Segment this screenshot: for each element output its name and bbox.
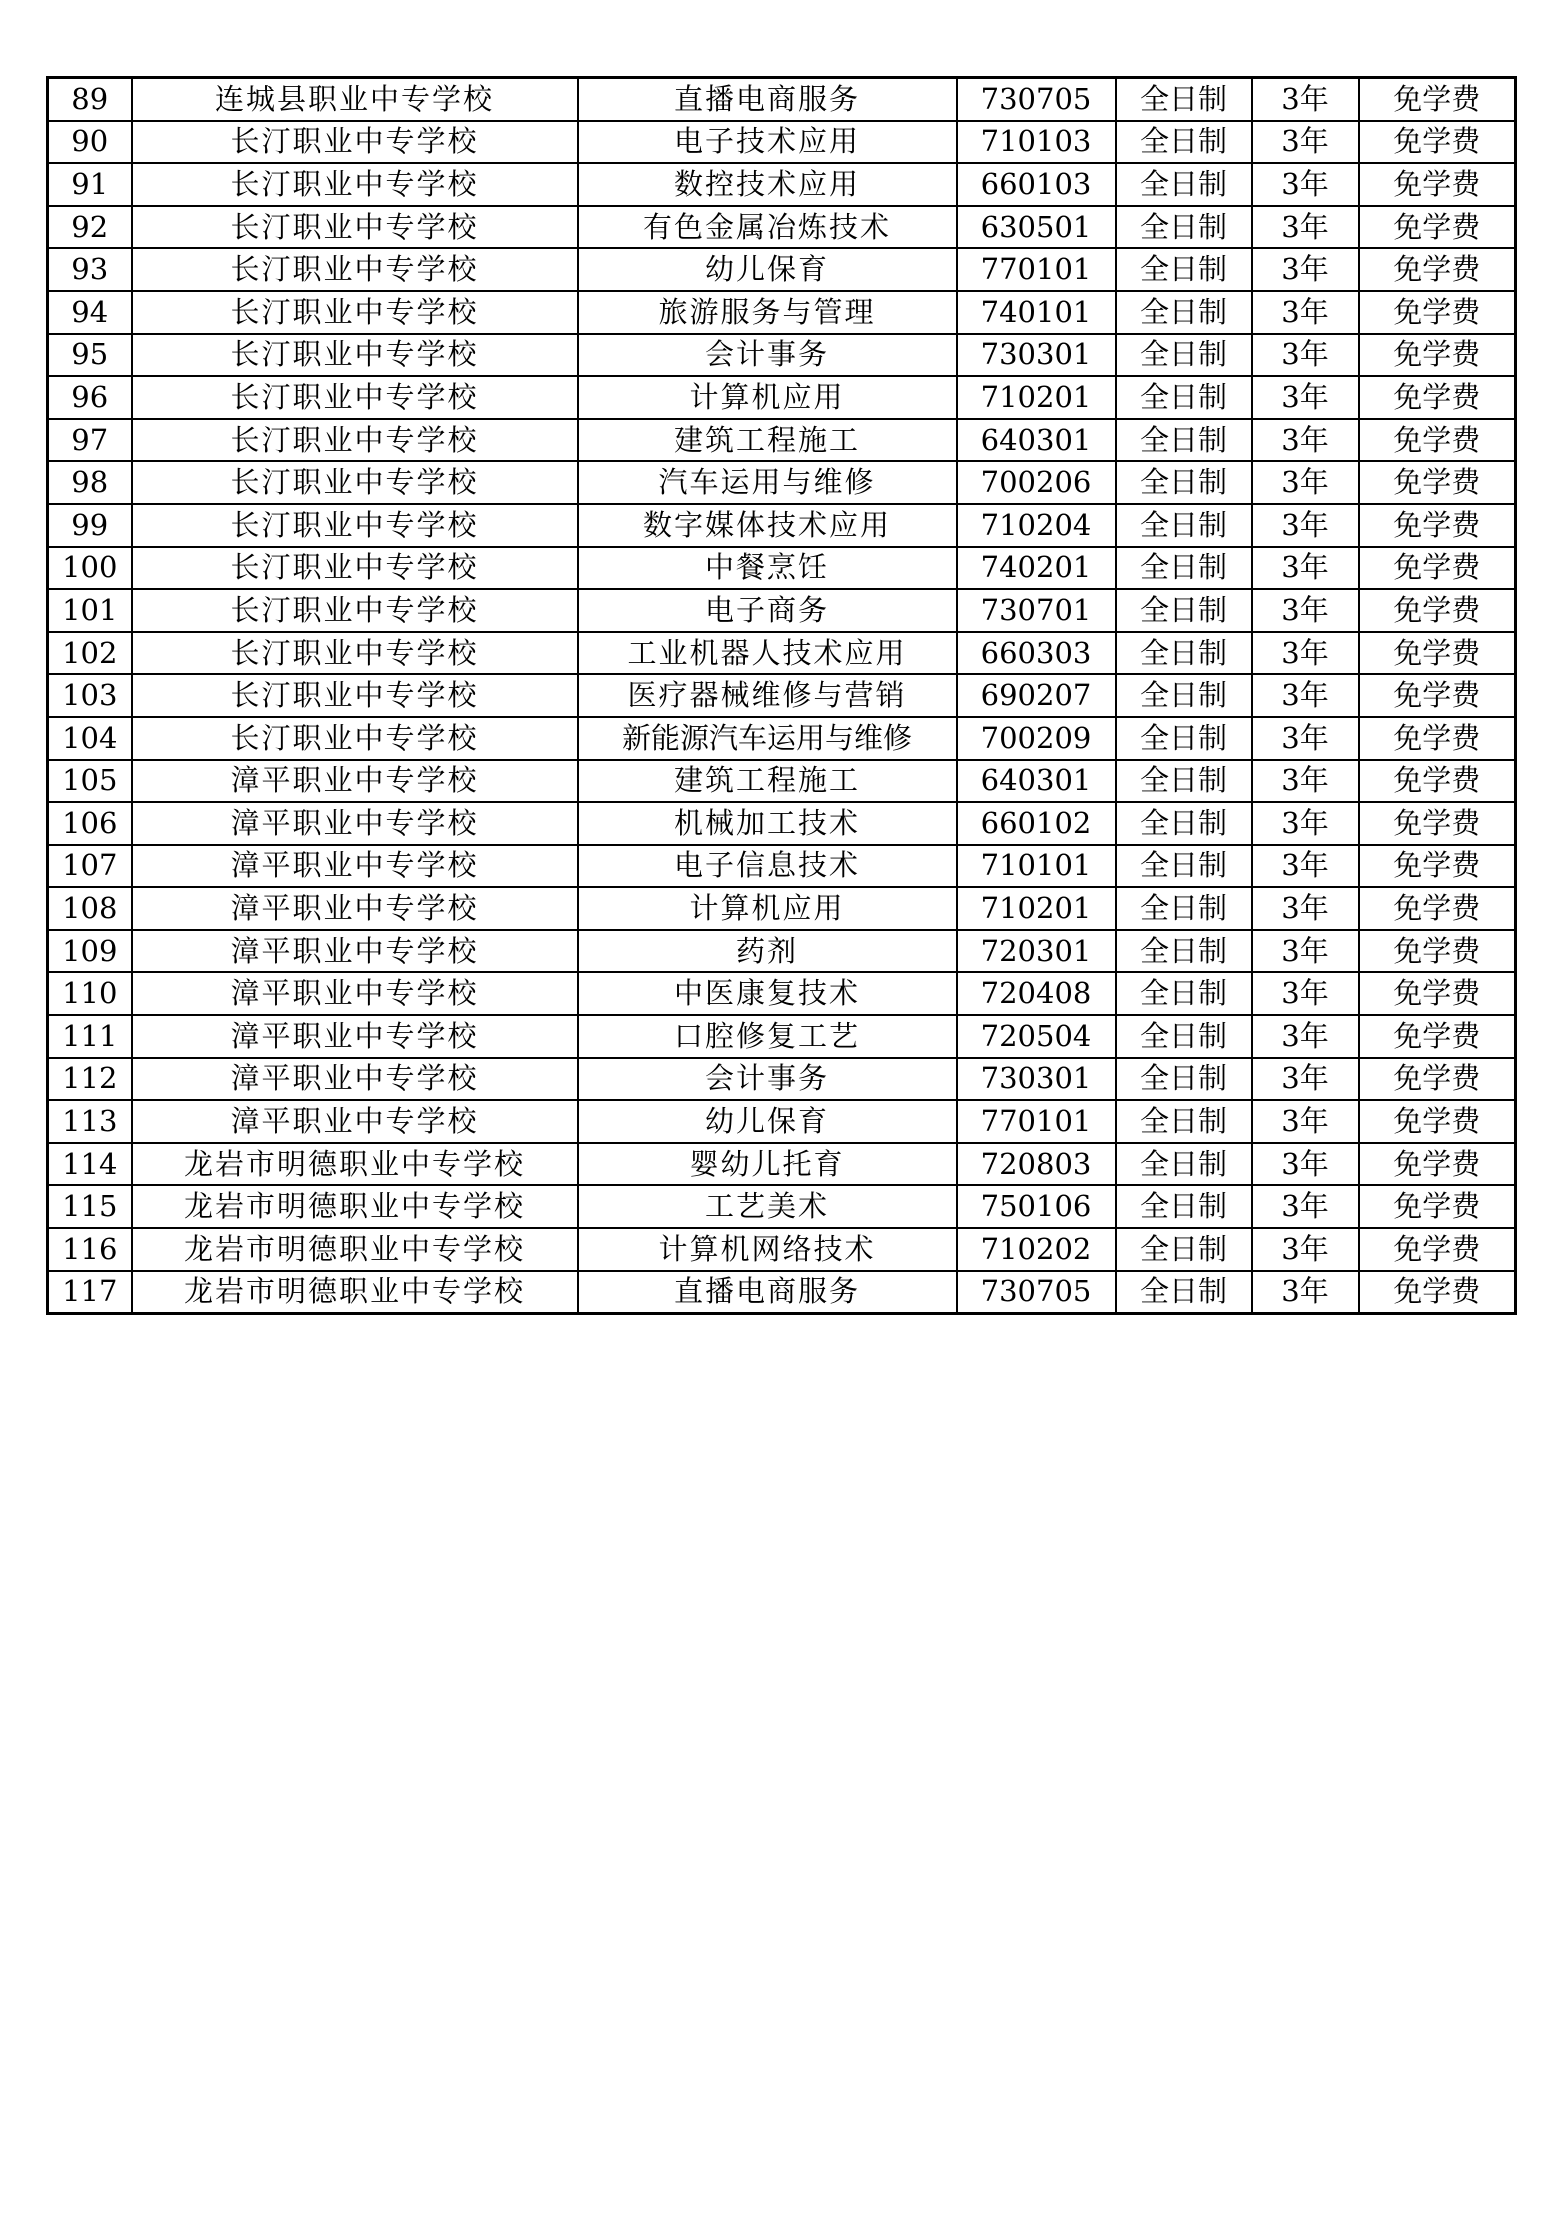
duration-cell: 3年 <box>1252 78 1359 121</box>
row-number-cell: 108 <box>48 887 132 930</box>
study-mode-cell: 全日制 <box>1116 1058 1252 1101</box>
tuition-cell: 免学费 <box>1359 78 1516 121</box>
major-name-cell: 幼儿保育 <box>578 248 957 291</box>
study-mode-cell: 全日制 <box>1116 845 1252 888</box>
tuition-cell: 免学费 <box>1359 419 1516 462</box>
tuition-cell: 免学费 <box>1359 1143 1516 1186</box>
study-mode-cell: 全日制 <box>1116 1185 1252 1228</box>
tuition-cell: 免学费 <box>1359 334 1516 377</box>
duration-cell: 3年 <box>1252 1100 1359 1143</box>
row-number-cell: 109 <box>48 930 132 973</box>
row-number-cell: 110 <box>48 972 132 1015</box>
school-name-cell: 长汀职业中专学校 <box>132 419 578 462</box>
major-name-cell: 会计事务 <box>578 334 957 377</box>
row-number-cell: 90 <box>48 121 132 164</box>
school-name-cell: 漳平职业中专学校 <box>132 760 578 803</box>
major-code-cell: 660303 <box>957 632 1116 675</box>
duration-cell: 3年 <box>1252 845 1359 888</box>
major-name-cell: 计算机网络技术 <box>578 1228 957 1271</box>
duration-cell: 3年 <box>1252 248 1359 291</box>
major-name-cell: 数字媒体技术应用 <box>578 504 957 547</box>
major-code-cell: 690207 <box>957 674 1116 717</box>
table-row <box>48 291 1516 334</box>
table-row <box>48 206 1516 249</box>
major-name-cell: 计算机应用 <box>578 376 957 419</box>
tuition-cell: 免学费 <box>1359 1015 1516 1058</box>
table-row <box>48 1015 1516 1058</box>
school-name-cell: 连城县职业中专学校 <box>132 78 578 121</box>
duration-cell: 3年 <box>1252 802 1359 845</box>
school-name-cell: 龙岩市明德职业中专学校 <box>132 1143 578 1186</box>
school-name-cell: 长汀职业中专学校 <box>132 334 578 377</box>
table-row <box>48 461 1516 504</box>
study-mode-cell: 全日制 <box>1116 1228 1252 1271</box>
major-name-cell: 计算机应用 <box>578 887 957 930</box>
duration-cell: 3年 <box>1252 887 1359 930</box>
major-code-cell: 720504 <box>957 1015 1116 1058</box>
school-name-cell: 漳平职业中专学校 <box>132 802 578 845</box>
table-row <box>48 589 1516 632</box>
school-name-cell: 长汀职业中专学校 <box>132 248 578 291</box>
school-name-cell: 漳平职业中专学校 <box>132 972 578 1015</box>
table-body <box>48 78 1516 1314</box>
study-mode-cell: 全日制 <box>1116 887 1252 930</box>
study-mode-cell: 全日制 <box>1116 717 1252 760</box>
major-code-cell: 730701 <box>957 589 1116 632</box>
major-code-cell: 730705 <box>957 78 1116 121</box>
study-mode-cell: 全日制 <box>1116 376 1252 419</box>
major-code-cell: 710201 <box>957 887 1116 930</box>
row-number-cell: 98 <box>48 461 132 504</box>
row-number-cell: 113 <box>48 1100 132 1143</box>
major-name-cell: 婴幼儿托育 <box>578 1143 957 1186</box>
tuition-cell: 免学费 <box>1359 121 1516 164</box>
school-name-cell: 长汀职业中专学校 <box>132 632 578 675</box>
table-row <box>48 376 1516 419</box>
duration-cell: 3年 <box>1252 674 1359 717</box>
tuition-cell: 免学费 <box>1359 760 1516 803</box>
table-row <box>48 717 1516 760</box>
table-row <box>48 674 1516 717</box>
tuition-cell: 免学费 <box>1359 589 1516 632</box>
major-name-cell: 中餐烹饪 <box>578 547 957 590</box>
row-number-cell: 107 <box>48 845 132 888</box>
tuition-cell: 免学费 <box>1359 802 1516 845</box>
school-name-cell: 长汀职业中专学校 <box>132 717 578 760</box>
major-name-cell: 电子商务 <box>578 589 957 632</box>
major-name-cell: 汽车运用与维修 <box>578 461 957 504</box>
tuition-cell: 免学费 <box>1359 674 1516 717</box>
major-code-cell: 640301 <box>957 419 1116 462</box>
duration-cell: 3年 <box>1252 419 1359 462</box>
study-mode-cell: 全日制 <box>1116 334 1252 377</box>
row-number-cell: 92 <box>48 206 132 249</box>
study-mode-cell: 全日制 <box>1116 802 1252 845</box>
duration-cell: 3年 <box>1252 334 1359 377</box>
tuition-cell: 免学费 <box>1359 1100 1516 1143</box>
row-number-cell: 111 <box>48 1015 132 1058</box>
major-name-cell: 口腔修复工艺 <box>578 1015 957 1058</box>
tuition-cell: 免学费 <box>1359 461 1516 504</box>
major-name-cell: 直播电商服务 <box>578 78 957 121</box>
major-code-cell: 740201 <box>957 547 1116 590</box>
school-name-cell: 长汀职业中专学校 <box>132 206 578 249</box>
study-mode-cell: 全日制 <box>1116 972 1252 1015</box>
major-name-cell: 新能源汽车运用与维修 <box>578 717 957 760</box>
tuition-cell: 免学费 <box>1359 1058 1516 1101</box>
enrollment-table <box>46 76 1517 1315</box>
row-number-cell: 96 <box>48 376 132 419</box>
tuition-cell: 免学费 <box>1359 504 1516 547</box>
school-name-cell: 长汀职业中专学校 <box>132 674 578 717</box>
table-row <box>48 547 1516 590</box>
row-number-cell: 89 <box>48 78 132 121</box>
tuition-cell: 免学费 <box>1359 206 1516 249</box>
table-row <box>48 78 1516 121</box>
tuition-cell: 免学费 <box>1359 547 1516 590</box>
study-mode-cell: 全日制 <box>1116 419 1252 462</box>
row-number-cell: 94 <box>48 291 132 334</box>
major-code-cell: 710103 <box>957 121 1116 164</box>
major-code-cell: 720301 <box>957 930 1116 973</box>
school-name-cell: 漳平职业中专学校 <box>132 887 578 930</box>
row-number-cell: 112 <box>48 1058 132 1101</box>
table-row <box>48 887 1516 930</box>
table-row <box>48 1228 1516 1271</box>
study-mode-cell: 全日制 <box>1116 291 1252 334</box>
table-row <box>48 972 1516 1015</box>
school-name-cell: 漳平职业中专学校 <box>132 1100 578 1143</box>
major-name-cell: 药剂 <box>578 930 957 973</box>
tuition-cell: 免学费 <box>1359 930 1516 973</box>
study-mode-cell: 全日制 <box>1116 121 1252 164</box>
school-name-cell: 漳平职业中专学校 <box>132 1015 578 1058</box>
duration-cell: 3年 <box>1252 376 1359 419</box>
major-code-cell: 700209 <box>957 717 1116 760</box>
study-mode-cell: 全日制 <box>1116 760 1252 803</box>
major-code-cell: 710201 <box>957 376 1116 419</box>
row-number-cell: 115 <box>48 1185 132 1228</box>
school-name-cell: 长汀职业中专学校 <box>132 547 578 590</box>
tuition-cell: 免学费 <box>1359 972 1516 1015</box>
major-name-cell: 数控技术应用 <box>578 163 957 206</box>
major-code-cell: 710202 <box>957 1228 1116 1271</box>
major-code-cell: 710204 <box>957 504 1116 547</box>
duration-cell: 3年 <box>1252 1271 1359 1314</box>
major-name-cell: 直播电商服务 <box>578 1271 957 1314</box>
row-number-cell: 104 <box>48 717 132 760</box>
row-number-cell: 97 <box>48 419 132 462</box>
major-code-cell: 710101 <box>957 845 1116 888</box>
duration-cell: 3年 <box>1252 717 1359 760</box>
school-name-cell: 漳平职业中专学校 <box>132 845 578 888</box>
duration-cell: 3年 <box>1252 1015 1359 1058</box>
table-row <box>48 1058 1516 1101</box>
table-row <box>48 1100 1516 1143</box>
major-code-cell: 700206 <box>957 461 1116 504</box>
major-code-cell: 660102 <box>957 802 1116 845</box>
major-code-cell: 640301 <box>957 760 1116 803</box>
school-name-cell: 漳平职业中专学校 <box>132 930 578 973</box>
study-mode-cell: 全日制 <box>1116 1271 1252 1314</box>
duration-cell: 3年 <box>1252 930 1359 973</box>
table-row <box>48 163 1516 206</box>
duration-cell: 3年 <box>1252 1185 1359 1228</box>
row-number-cell: 91 <box>48 163 132 206</box>
table-row <box>48 1185 1516 1228</box>
major-code-cell: 660103 <box>957 163 1116 206</box>
major-name-cell: 会计事务 <box>578 1058 957 1101</box>
major-name-cell: 有色金属冶炼技术 <box>578 206 957 249</box>
duration-cell: 3年 <box>1252 972 1359 1015</box>
tuition-cell: 免学费 <box>1359 291 1516 334</box>
study-mode-cell: 全日制 <box>1116 547 1252 590</box>
duration-cell: 3年 <box>1252 291 1359 334</box>
table-row <box>48 504 1516 547</box>
tuition-cell: 免学费 <box>1359 248 1516 291</box>
study-mode-cell: 全日制 <box>1116 461 1252 504</box>
study-mode-cell: 全日制 <box>1116 1015 1252 1058</box>
study-mode-cell: 全日制 <box>1116 1100 1252 1143</box>
study-mode-cell: 全日制 <box>1116 674 1252 717</box>
table-row <box>48 121 1516 164</box>
major-code-cell: 730301 <box>957 334 1116 377</box>
row-number-cell: 99 <box>48 504 132 547</box>
school-name-cell: 长汀职业中专学校 <box>132 163 578 206</box>
table-row <box>48 248 1516 291</box>
row-number-cell: 95 <box>48 334 132 377</box>
table-row <box>48 632 1516 675</box>
study-mode-cell: 全日制 <box>1116 248 1252 291</box>
table-row <box>48 1143 1516 1186</box>
duration-cell: 3年 <box>1252 547 1359 590</box>
major-name-cell: 建筑工程施工 <box>578 760 957 803</box>
table-row <box>48 845 1516 888</box>
row-number-cell: 103 <box>48 674 132 717</box>
study-mode-cell: 全日制 <box>1116 589 1252 632</box>
duration-cell: 3年 <box>1252 206 1359 249</box>
study-mode-cell: 全日制 <box>1116 504 1252 547</box>
major-name-cell: 建筑工程施工 <box>578 419 957 462</box>
tuition-cell: 免学费 <box>1359 1271 1516 1314</box>
study-mode-cell: 全日制 <box>1116 632 1252 675</box>
tuition-cell: 免学费 <box>1359 376 1516 419</box>
major-code-cell: 740101 <box>957 291 1116 334</box>
major-name-cell: 电子技术应用 <box>578 121 957 164</box>
school-name-cell: 长汀职业中专学校 <box>132 121 578 164</box>
tuition-cell: 免学费 <box>1359 163 1516 206</box>
row-number-cell: 100 <box>48 547 132 590</box>
major-name-cell: 医疗器械维修与营销 <box>578 674 957 717</box>
table-row <box>48 760 1516 803</box>
study-mode-cell: 全日制 <box>1116 206 1252 249</box>
study-mode-cell: 全日制 <box>1116 78 1252 121</box>
table-row <box>48 1271 1516 1314</box>
major-name-cell: 中医康复技术 <box>578 972 957 1015</box>
tuition-cell: 免学费 <box>1359 845 1516 888</box>
duration-cell: 3年 <box>1252 760 1359 803</box>
duration-cell: 3年 <box>1252 589 1359 632</box>
major-name-cell: 机械加工技术 <box>578 802 957 845</box>
school-name-cell: 长汀职业中专学校 <box>132 376 578 419</box>
school-name-cell: 长汀职业中专学校 <box>132 461 578 504</box>
major-code-cell: 770101 <box>957 248 1116 291</box>
study-mode-cell: 全日制 <box>1116 163 1252 206</box>
tuition-cell: 免学费 <box>1359 717 1516 760</box>
major-code-cell: 730705 <box>957 1271 1116 1314</box>
major-name-cell: 工业机器人技术应用 <box>578 632 957 675</box>
major-name-cell: 电子信息技术 <box>578 845 957 888</box>
row-number-cell: 114 <box>48 1143 132 1186</box>
school-name-cell: 龙岩市明德职业中专学校 <box>132 1271 578 1314</box>
row-number-cell: 93 <box>48 248 132 291</box>
tuition-cell: 免学费 <box>1359 1228 1516 1271</box>
duration-cell: 3年 <box>1252 1228 1359 1271</box>
tuition-cell: 免学费 <box>1359 1185 1516 1228</box>
major-code-cell: 720408 <box>957 972 1116 1015</box>
major-code-cell: 720803 <box>957 1143 1116 1186</box>
row-number-cell: 106 <box>48 802 132 845</box>
table-row <box>48 419 1516 462</box>
school-name-cell: 漳平职业中专学校 <box>132 1058 578 1101</box>
duration-cell: 3年 <box>1252 504 1359 547</box>
duration-cell: 3年 <box>1252 1058 1359 1101</box>
row-number-cell: 105 <box>48 760 132 803</box>
tuition-cell: 免学费 <box>1359 887 1516 930</box>
row-number-cell: 102 <box>48 632 132 675</box>
major-code-cell: 630501 <box>957 206 1116 249</box>
duration-cell: 3年 <box>1252 632 1359 675</box>
duration-cell: 3年 <box>1252 461 1359 504</box>
study-mode-cell: 全日制 <box>1116 930 1252 973</box>
duration-cell: 3年 <box>1252 163 1359 206</box>
major-code-cell: 730301 <box>957 1058 1116 1101</box>
major-code-cell: 770101 <box>957 1100 1116 1143</box>
school-name-cell: 龙岩市明德职业中专学校 <box>132 1228 578 1271</box>
major-name-cell: 工艺美术 <box>578 1185 957 1228</box>
table-row <box>48 930 1516 973</box>
school-name-cell: 龙岩市明德职业中专学校 <box>132 1185 578 1228</box>
school-name-cell: 长汀职业中专学校 <box>132 291 578 334</box>
table-row <box>48 334 1516 377</box>
school-name-cell: 长汀职业中专学校 <box>132 504 578 547</box>
table-row <box>48 802 1516 845</box>
study-mode-cell: 全日制 <box>1116 1143 1252 1186</box>
duration-cell: 3年 <box>1252 121 1359 164</box>
row-number-cell: 117 <box>48 1271 132 1314</box>
row-number-cell: 101 <box>48 589 132 632</box>
major-code-cell: 750106 <box>957 1185 1116 1228</box>
school-name-cell: 长汀职业中专学校 <box>132 589 578 632</box>
duration-cell: 3年 <box>1252 1143 1359 1186</box>
row-number-cell: 116 <box>48 1228 132 1271</box>
tuition-cell: 免学费 <box>1359 632 1516 675</box>
major-name-cell: 旅游服务与管理 <box>578 291 957 334</box>
major-name-cell: 幼儿保育 <box>578 1100 957 1143</box>
